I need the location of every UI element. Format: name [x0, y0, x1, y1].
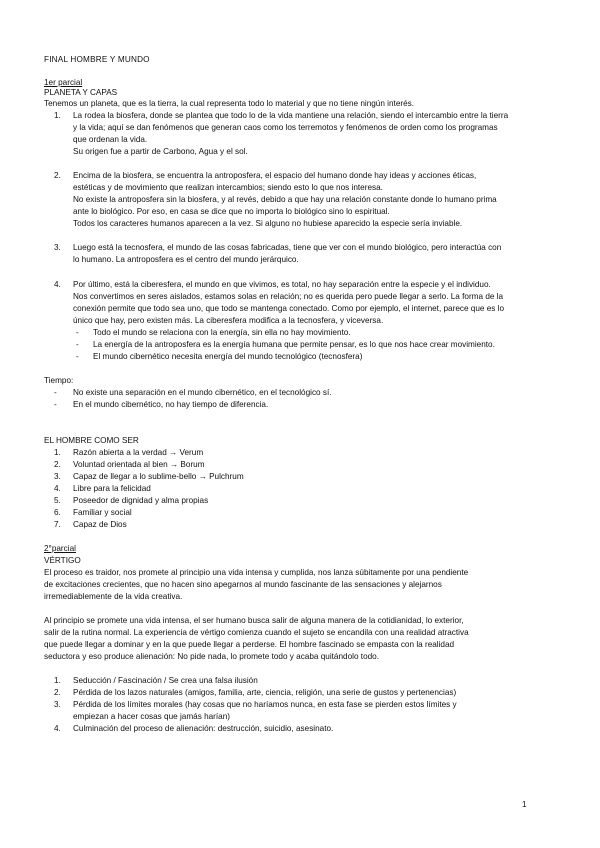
- list-number: 2.: [54, 688, 61, 697]
- paragraph-line: que puede llegar a dominar y en la que puede llegar a perderse. El hombre fascinado se empasta con la realidad: [44, 640, 455, 649]
- dash-bullet: -: [76, 352, 79, 361]
- paragraph-line: salir de la rutina normal. La experiencia de vértigo comienza cuando el sujeto se encandila con una realidad atractiva: [44, 628, 469, 637]
- list-item-line: La rodea la biosfera, donde se plantea que todo lo de la vida mantiene una relación, siendo el intercambio entre la tierra: [73, 111, 509, 120]
- list-item-line: Encima de la biosfera, se encuentra la antroposfera, el espacio del humano donde hay ideas y acciones éticas,: [73, 171, 477, 180]
- paragraph-line: irremediablemente de la vida creativa.: [44, 592, 183, 601]
- list-number: 7.: [54, 520, 61, 529]
- list-number: 4.: [54, 724, 61, 733]
- list-item-line: Por último, está la ciberesfera, el mundo en que vivimos, es total, no hay separación entre la especie y el individuo.: [73, 280, 491, 289]
- list-item-line: No existe la antroposfera sin la biosfera, y al revés, debido a que hay una relación constante donde lo humano prima: [73, 195, 497, 204]
- parcial-1-heading: 1er parcial: [44, 78, 83, 87]
- page-number: 1: [522, 800, 527, 809]
- list-item-line: único que hay, pero existen más. La ciberesfera modifica a la tecnosfera, y viceversa.: [73, 316, 384, 325]
- list-item-line: estéticas y de movimiento que realizan intercambios; siendo esto lo que nos interesa.: [73, 183, 383, 192]
- list-item: Capaz de Dios: [73, 520, 127, 529]
- list-number: 4.: [54, 484, 61, 493]
- list-number: 1.: [54, 111, 61, 120]
- list-item-line: Nos convertimos en seres aislados, estamos solas en relación; no es querida pero puede llegar a serlo. La forma de la: [73, 292, 504, 301]
- list-item-line: conexión permite que todo sea uno, que todo se mantenga conectado. Como por ejemplo, el internet, parece que es lo: [73, 304, 505, 313]
- dash-bullet: -: [54, 400, 57, 409]
- sub-list-item: El mundo cibernético necesita energía del mundo tecnológico (tecnosfera): [93, 352, 363, 361]
- list-item-line: Seducción / Fascinación / Se crea una falsa ilusión: [73, 676, 258, 685]
- section-title-vertigo: VÉRTIGO: [44, 556, 81, 565]
- sub-list-item: Todo el mundo se relaciona con la energía, sin ella no hay movimiento.: [93, 328, 351, 337]
- tiempo-item: En el mundo cibernético, no hay tiempo de diferencia.: [73, 400, 269, 409]
- list-item: Familiar y social: [73, 508, 132, 517]
- section-title-planeta-y-capas: PLANETA Y CAPAS: [44, 88, 118, 97]
- list-item-line: Su origen fue a partir de Carbono, Agua y el sol.: [73, 147, 248, 156]
- list-number: 5.: [54, 496, 61, 505]
- list-number: 2.: [54, 171, 61, 180]
- list-item-line: Pérdida de los lazos naturales (amigos, familia, arte, ciencia, religión, una serie de gustos y pertenencias): [73, 688, 457, 697]
- list-item: Capaz de llegar a lo sublime-bello → Pulchrum: [73, 472, 244, 481]
- section-title-el-hombre-como-ser: EL HOMBRE COMO SER: [44, 436, 139, 445]
- document-title: FINAL HOMBRE Y MUNDO: [44, 55, 150, 64]
- dash-bullet: -: [54, 388, 57, 397]
- paragraph-line: Al principio se promete una vida intensa, el ser humano busca salir de alguna manera de la cotidianidad, lo exterior,: [44, 616, 464, 625]
- list-number: 4.: [54, 280, 61, 289]
- list-number: 3.: [54, 472, 61, 481]
- list-item: Libre para la felicidad: [73, 484, 151, 493]
- list-item: Voluntad orientada al bien → Borum: [73, 460, 205, 469]
- list-number: 3.: [54, 700, 61, 709]
- list-number: 3.: [54, 243, 61, 252]
- paragraph-line: de excitaciones crecientes, que no hacen sino apegarnos al mundo fascinante de las sensaciones y alejarnos: [44, 580, 442, 589]
- paragraph-line: El proceso es traidor, nos promete al principio una vida intensa y cumplida, nos lanza súbitamente por una pendiente: [44, 568, 469, 577]
- list-item-line: Culminación del proceso de alienación: destrucción, suicidio, asesinato.: [73, 724, 334, 733]
- list-item-line: empiezan a hacer cosas que jamás harían): [73, 712, 231, 721]
- tiempo-label: Tiempo:: [44, 376, 74, 385]
- list-item-line: lo humano. La antroposfera es el centro del mundo jerárquico.: [73, 255, 299, 264]
- list-item-line: ante lo biológico. Por eso, en casa se dice que no importa lo biológico sino lo espiritual.: [73, 207, 390, 216]
- paragraph-line: seductora y eso produce alienación: No pide nada, lo promete todo y acaba quitándolo todo.: [44, 652, 380, 661]
- dash-bullet: -: [76, 328, 79, 337]
- parcial-2-heading: 2°parcial: [44, 544, 76, 553]
- tiempo-item: No existe una separación en el mundo cibernético, en el tecnológico sí.: [73, 388, 332, 397]
- list-item-line: y la vida; aquí se dan fenómenos que generan caos como los terremotos y fenómenos de orden como los programas: [73, 123, 498, 132]
- list-number: 1.: [54, 448, 61, 457]
- list-number: 1.: [54, 676, 61, 685]
- section-intro: Tenemos un planeta, que es la tierra, la cual representa todo lo material y que no tiene ningún interés.: [44, 99, 415, 108]
- list-item-line: que ordenan la vida.: [73, 135, 148, 144]
- sub-list-item: La energía de la antroposfera es la energía humana que permite pensar, es lo que nos hace crear movimiento.: [93, 340, 495, 349]
- list-item-line: Todos los caracteres humanos aparecen a la vez. Si alguno no hubiese aparecido la especie sería inviable.: [73, 219, 463, 228]
- list-item: Poseedor de dignidad y alma propias: [73, 496, 209, 505]
- list-item-line: Luego está la tecnosfera, el mundo de las cosas fabricadas, tiene que ver con el mundo biológico, pero interactúa con: [73, 243, 502, 252]
- list-number: 6.: [54, 508, 61, 517]
- list-number: 2.: [54, 460, 61, 469]
- list-item: Razón abierta a la verdad → Verum: [73, 448, 204, 457]
- dash-bullet: -: [76, 340, 79, 349]
- list-item-line: Pérdida de los límites morales (hay cosas que no haríamos nunca, en esta fase se pierden estos límites y: [73, 700, 457, 709]
